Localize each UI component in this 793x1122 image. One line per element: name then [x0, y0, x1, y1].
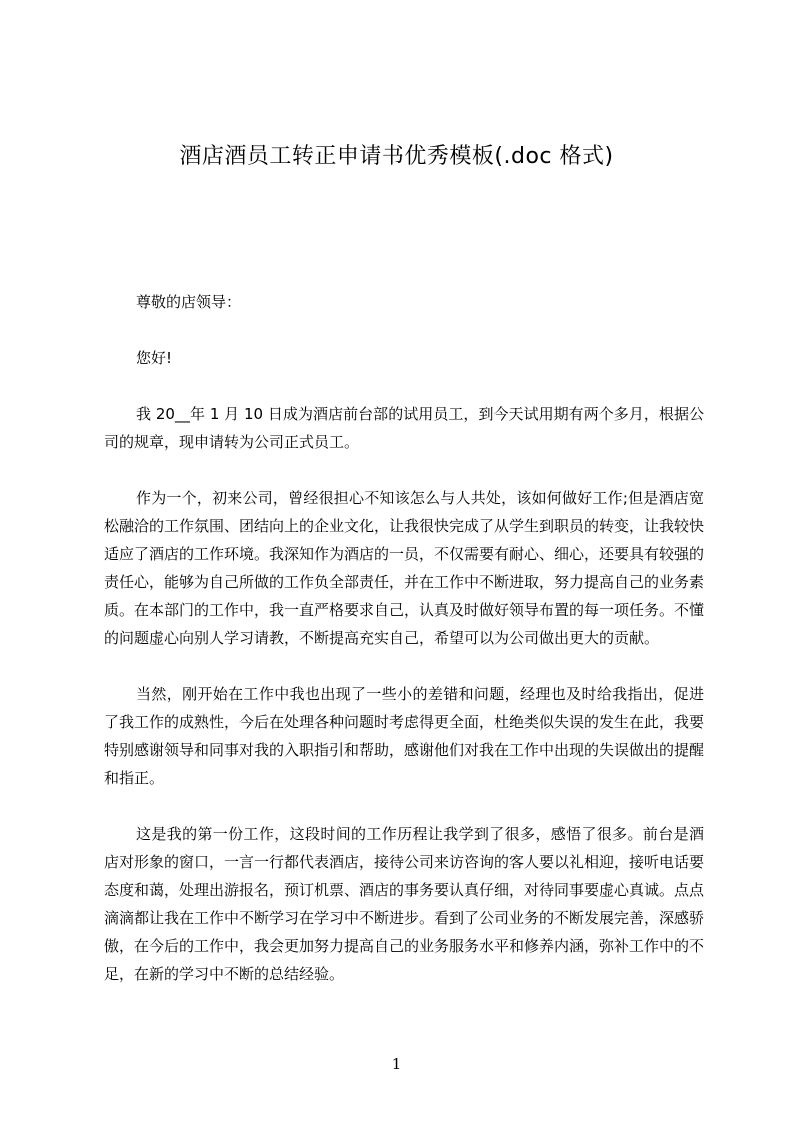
salutation: 尊敬的店领导： — [136, 293, 242, 311]
document-body — [104, 288, 704, 1016]
paragraph: 这是我的第一份工作，这段时间的工作历程让我学到了很多，感悟了很多。前台是酒店对形象的窗口，一言一行都代表酒店，接待公司来访咨询的客人要以礼相迎，接听电话要态度和蔼，处理出游报名，预订机票、酒店的事务要认真仔细，对待同事要虚心真诚。点点滴滴都让我在工作中不断学习在学习中不断进步。看到了公司业务的不断发展完善，深感骄傲，在今后的工作中，我会更加努力提高自己的业务服务水平和修养内涵，弥补工作中的不足，在新的学习中不断的总结经验。 — [104, 825, 705, 983]
paragraph: 当然，刚开始在工作中我也出现了一些小的差错和问题，经理也及时给我指出，促进了我工作的成熟性，今后在处理各种问题时考虑得更全面，杜绝类似失误的发生在此，我要特别感谢领导和同事对我的入职指引和帮助，感谢他们对我在工作中出现的失误做出的提醒和指正。 — [104, 685, 705, 787]
greeting: 您好! — [136, 349, 173, 367]
paragraph: 我 20__年 1 月 10 日成为酒店前台部的试用员工，到今天试用期有两个多月，根据公司的规章，现申请转为公司正式员工。 — [104, 405, 704, 451]
paragraph: 作为一个，初来公司，曾经很担心不知该怎么与人共处，该如何做好工作;但是酒店宽松融洽的工作氛围、团结向上的企业文化，让我很快完成了从学生到职员的转变，让我较快适应了酒店的工作环境。我深知作为酒店的一员，不仅需要有耐心、细心，还要具有较强的责任心，能够为自己所做的工作负全部责任，并在工作中不断进取，努力提高自己的业务素质。在本部门的工作中，我一直严格要求自己，认真及时做好领导布置的每一项任务。不懂的问题虚心向别人学习请教，不断提高充实自己，希望可以为公司做出更大的贡献。 — [104, 489, 705, 647]
page-number: 1 — [391, 1055, 402, 1073]
document-title: 酒店酒员工转正申请书优秀模板(.doc 格式) — [179, 144, 614, 169]
